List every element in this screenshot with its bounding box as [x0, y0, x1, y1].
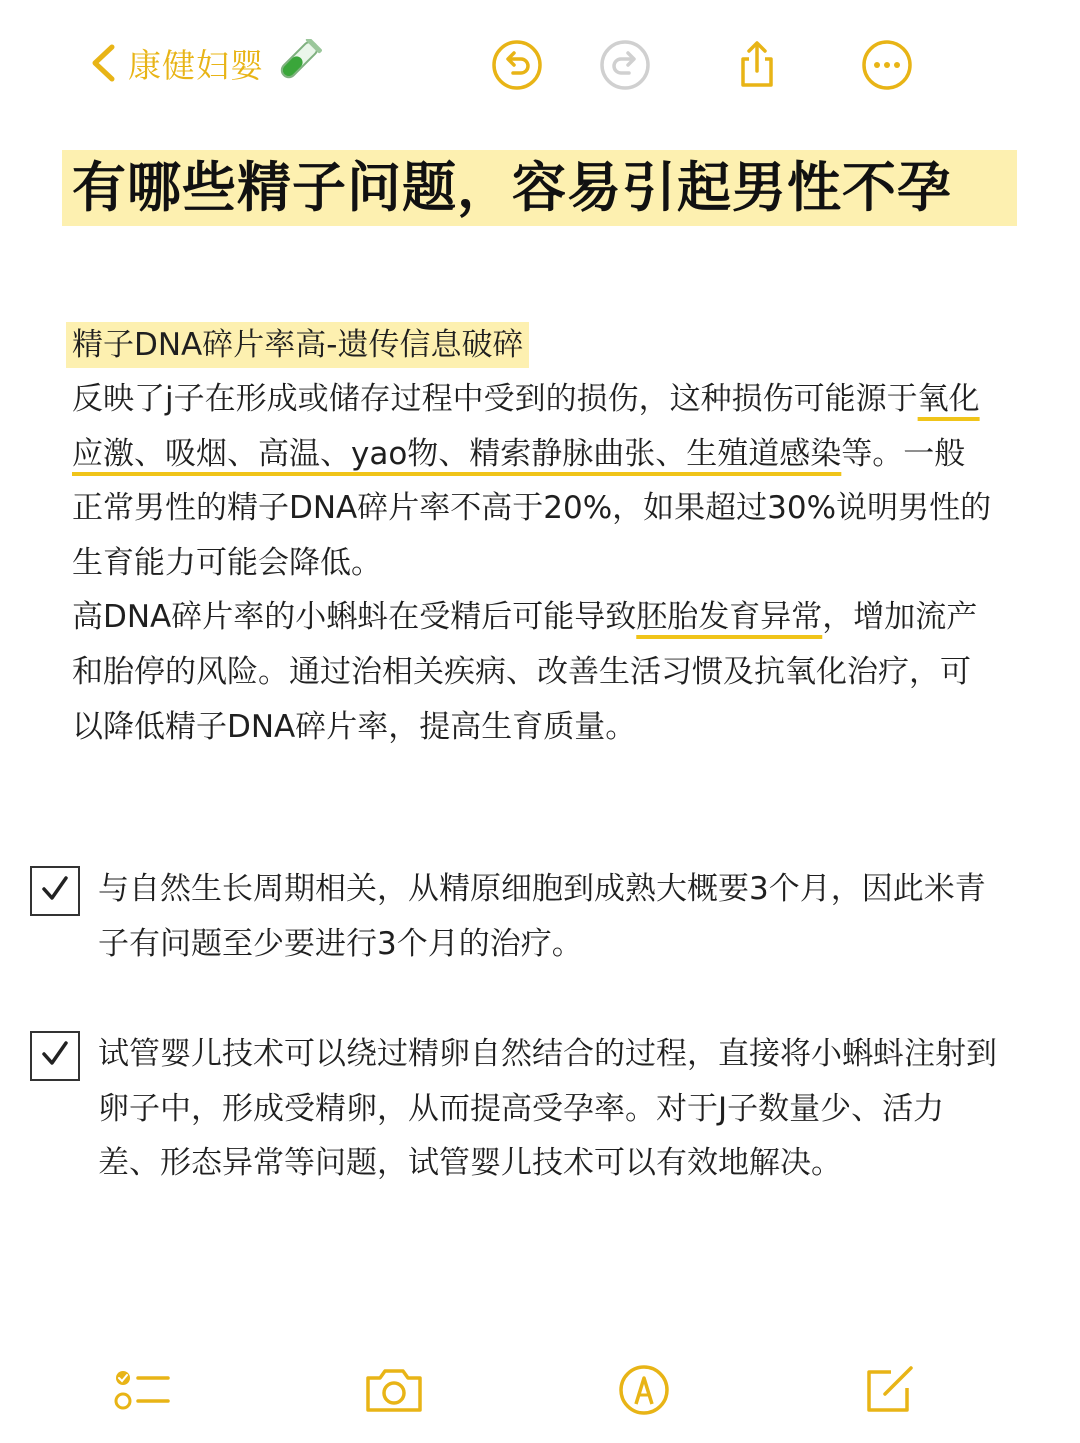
- markup-button[interactable]: [614, 1362, 674, 1418]
- markup-pen-icon: [616, 1362, 672, 1418]
- top-toolbar: [0, 0, 1080, 125]
- compose-button[interactable]: [860, 1362, 920, 1418]
- checkbox-checked[interactable]: [30, 1031, 80, 1081]
- checklist-icon: [112, 1365, 172, 1415]
- paragraph-1: [72, 372, 992, 590]
- underlined-causes: 氧化应激、吸烟、高温、yao物、精索静脉曲张、生殖道感染: [72, 381, 980, 472]
- underlined-embryo-abnormal: 胚胎发育异常: [636, 599, 823, 636]
- more-icon: [860, 38, 914, 92]
- note-body: [72, 372, 992, 754]
- paragraph-1-part-a: 反映了j子在形成或储存过程中受到的损伤，这种损伤可能源于: [72, 381, 918, 417]
- back-label: 康健妇婴: [128, 45, 264, 85]
- checkbox-checked[interactable]: [30, 866, 80, 916]
- more-button[interactable]: [860, 38, 914, 92]
- paragraph-2-part-a: 高DNA碎片率的小蝌蚪在受精后可能导致: [72, 599, 637, 636]
- undo-button[interactable]: [490, 38, 544, 92]
- redo-icon: [598, 38, 652, 92]
- redo-button[interactable]: [598, 38, 652, 92]
- note-title: 有哪些精子问题，容易引起男性不孕: [72, 156, 952, 219]
- share-button[interactable]: [730, 38, 784, 92]
- checkmark-icon: [38, 1037, 72, 1075]
- share-icon: [730, 38, 784, 92]
- paragraph-2-part-c: ，增加流产和胎停的风险。通过治相关疾病、改善生活习惯及抗氧化治疗，可以降低精子DNA碎片率，提高生育质量。: [72, 599, 978, 745]
- checklist-button[interactable]: [112, 1362, 172, 1418]
- back-button[interactable]: [88, 36, 322, 90]
- checklist-item-text: 与自然生长周期相关，从精原细胞到成熟大概要3个月，因此米青子有问题至少要进行3个月的治疗。: [98, 871, 986, 962]
- compose-icon: [861, 1362, 919, 1418]
- chevron-left-icon: [88, 43, 118, 83]
- checkmark-icon: [38, 872, 72, 910]
- paragraph-2: [72, 590, 992, 754]
- checklist-item-text: 试管婴儿技术可以绕过精卵自然结合的过程，直接将小蝌蚪注射到卵子中，形成受精卵，从而提高受孕率。对于J子数量少、活力差、形态异常等问题，试管婴儿技术可以有效地解决。: [98, 1036, 997, 1182]
- camera-button[interactable]: [364, 1362, 424, 1418]
- undo-icon: [490, 38, 544, 92]
- camera-icon: [362, 1364, 426, 1416]
- test-tube-icon: [274, 39, 322, 87]
- section-heading: 精子DNA碎片率高-遗传信息破碎: [66, 322, 529, 368]
- paragraph-1-part-c: 等。一般正常男性的精子DNA碎片率不高于20%，如果超过30%说明男性的生育能力可能会降低。: [72, 435, 992, 581]
